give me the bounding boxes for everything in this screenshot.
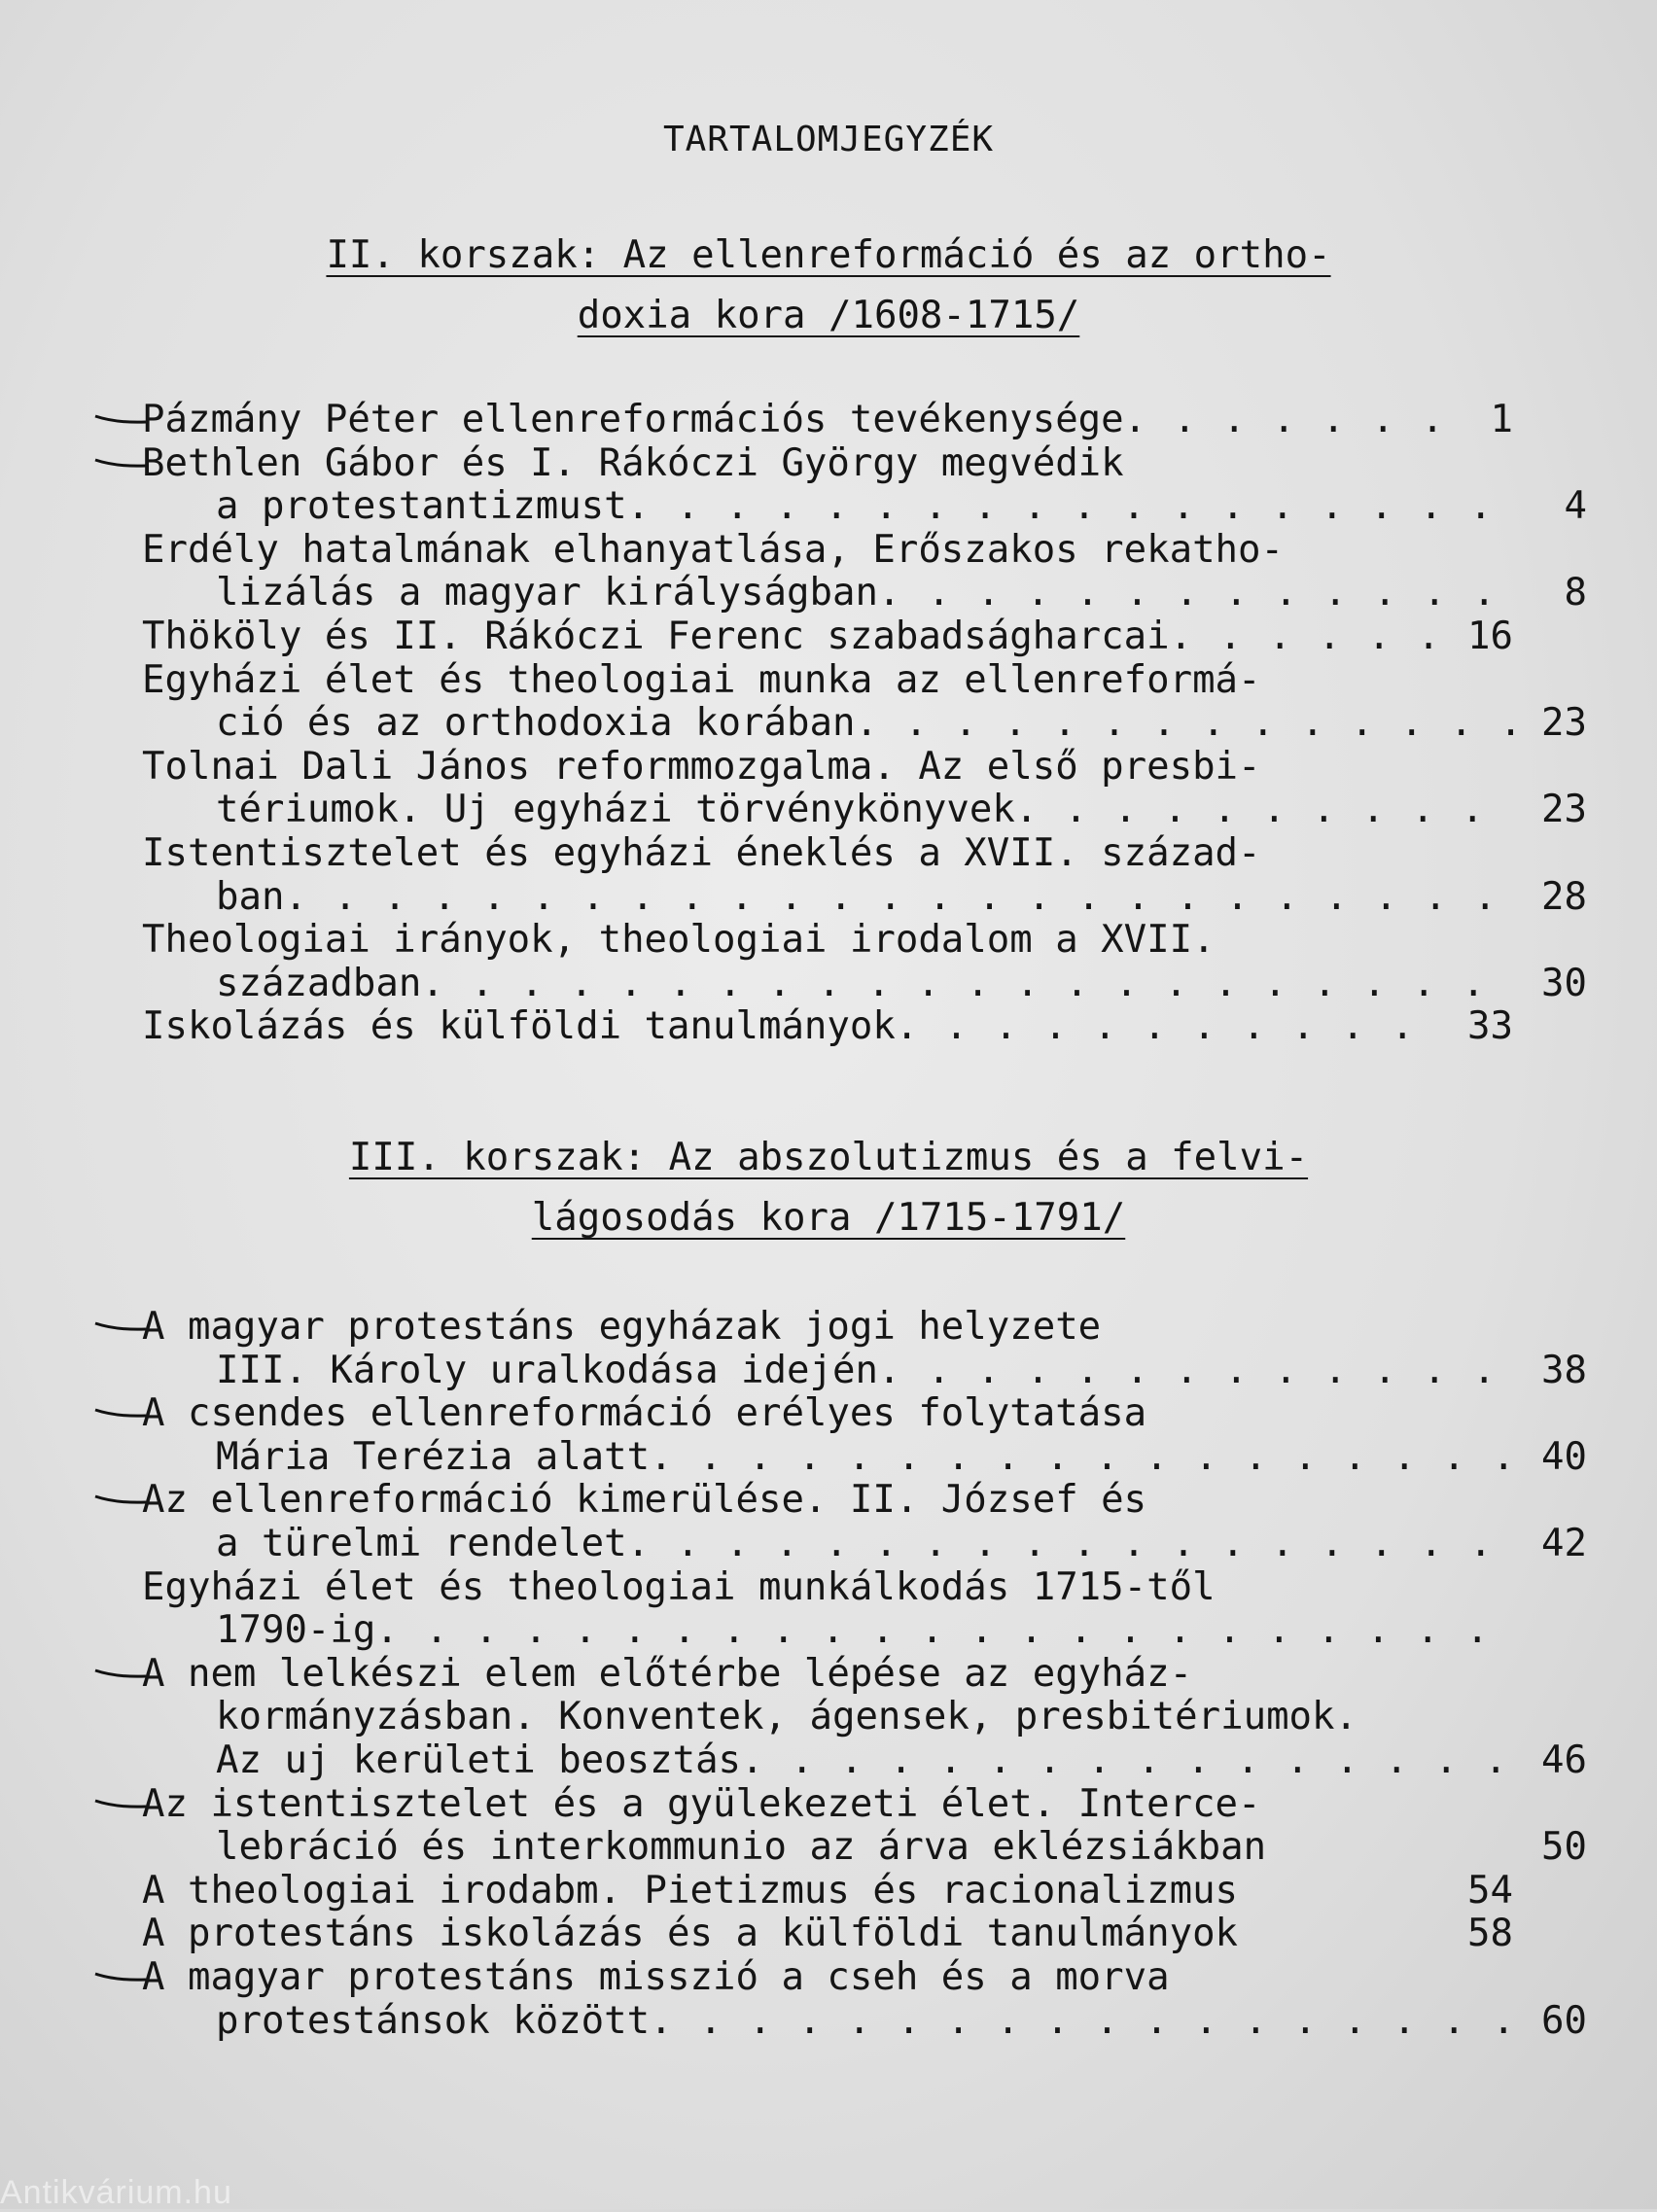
toc-entry-text: a türelmi rendelet (216, 1521, 627, 1565)
dot-leader (896, 1005, 1445, 1049)
toc-entry-text: lebráció és interkommunio az árva eklézsiákban (216, 1825, 1267, 1870)
pen-tick-mark (93, 454, 148, 474)
toc-entry-text: Iskolázás és külföldi tanulmányok (142, 1004, 896, 1049)
section-heading-line: lágosodás kora /1715-1791/ (531, 1196, 1126, 1240)
toc-entry-text: III. Károly uralkodása idején (216, 1348, 878, 1392)
toc-page-number: 58 (1467, 1912, 1513, 1956)
toc-page-number: 54 (1467, 1868, 1513, 1913)
toc-page-number: 42 (1541, 1521, 1587, 1565)
toc-entry (142, 1566, 1513, 1653)
toc-page-number: 33 (1467, 1004, 1513, 1049)
toc-entry (142, 1305, 1587, 1392)
toc-page-number: 1 (1490, 398, 1513, 441)
section-heading-line: III. korszak: Az abszolutizmus és a felvi- (348, 1136, 1309, 1179)
dot-leader (421, 963, 1519, 1006)
toc-entry-line: Tolnai Dali János reformmozgalma. Az első presbi- (142, 744, 1261, 789)
toc-page-number: 8 (1564, 571, 1587, 615)
toc-entry-line (142, 572, 1587, 615)
pen-tick-mark (93, 410, 148, 430)
toc-entry-line: A magyar protestáns misszió a cseh és a morva (142, 1954, 1170, 1999)
toc-page-number: 38 (1541, 1348, 1587, 1392)
toc-page-number: 4 (1564, 484, 1587, 529)
toc-entry-text: században (216, 961, 422, 1005)
toc-entry (142, 1478, 1587, 1565)
toc-entry-line (142, 1870, 1513, 1914)
pen-tick-mark (93, 1317, 148, 1337)
toc-entry-line (142, 1913, 1513, 1956)
toc-entry-text: A protestáns iskolázás és a külföldi tanulmányok (142, 1912, 1239, 1956)
section-heading-ii (0, 226, 1657, 346)
toc-entry-line: Egyházi élet és theologiai munka az ellenreformá- (142, 657, 1261, 702)
section-heading-line: doxia kora /1608-1715/ (577, 294, 1080, 337)
toc-entry-text: tériumok. Uj egyházi törvénykönyvek (216, 788, 1015, 832)
toc-entry (142, 918, 1587, 1005)
toc-entry-line (142, 1739, 1587, 1783)
toc-entry-line: Bethlen Gábor és I. Rákóczi György megvédik (142, 440, 1124, 485)
toc-entry-text: a protestantizmust (216, 484, 627, 529)
section-heading-iii (0, 1128, 1657, 1248)
toc-entry-line (142, 1436, 1587, 1480)
toc-entry (142, 657, 1587, 746)
toc-entry-line: Istentisztelet és egyházi éneklés a XVII. század- (142, 830, 1261, 875)
toc-entry (142, 1870, 1513, 1914)
toc-entry (142, 399, 1513, 442)
toc-entry-text: ban (216, 874, 285, 919)
toc-entry-line (142, 1523, 1587, 1566)
dot-leader (284, 876, 1519, 920)
toc-entry-text: lizálás a magyar királyságban (216, 571, 878, 615)
toc-entry-line (142, 1826, 1587, 1870)
toc-page-number: 23 (1541, 788, 1587, 832)
toc-list-section-iii (142, 1305, 1587, 2043)
toc-entry (142, 1954, 1587, 2043)
toc-entry-line (142, 702, 1587, 746)
toc-entry-line: A magyar protestáns egyházak jogi helyzete (142, 1305, 1102, 1349)
toc-entry-text: ció és az orthodoxia korában (216, 701, 856, 746)
section-heading-line: II. korszak: Az ellenreformáció és az ortho- (326, 233, 1331, 277)
toc-entry-line: Erdély hatalmának elhanyatlása, Erőszakos rekatho- (142, 527, 1284, 572)
toc-entry-line: kormányzásban. Konventek, ágensek, presbitériumok. (216, 1695, 1357, 1739)
toc-page-number: 50 (1541, 1825, 1587, 1870)
dot-leader (375, 1609, 1519, 1653)
toc-entry-line: Egyházi élet és theologiai munkálkodás 1715-től (142, 1564, 1216, 1609)
toc-entry-line: Az ellenreformáció kimerülése. II. József és (142, 1478, 1147, 1523)
pen-tick-mark (93, 1491, 148, 1510)
page-title: TARTALOMJEGYZÉK (662, 120, 995, 159)
dot-leader (878, 1350, 1519, 1393)
toc-entry-line (142, 2000, 1587, 2044)
toc-entry-line: A csendes ellenreformáció erélyes folytatása (142, 1391, 1147, 1436)
toc-entry-text: 1790-ig (216, 1608, 376, 1653)
toc-entry-line (142, 963, 1587, 1006)
dot-leader (878, 572, 1519, 615)
dot-leader (650, 1436, 1519, 1480)
toc-page-number: 60 (1541, 1998, 1587, 2043)
dot-leader (1170, 615, 1445, 659)
toc-entry-line: A nem lelkészi elem előtérbe lépése az egyház- (142, 1651, 1193, 1696)
dot-leader (627, 1523, 1519, 1566)
toc-page-number: 28 (1541, 874, 1587, 919)
dot-leader (1124, 399, 1445, 442)
toc-entry-line (142, 1005, 1513, 1049)
toc-entry-line (142, 485, 1587, 529)
toc-entry (142, 527, 1587, 615)
dot-leader (1015, 789, 1519, 832)
dot-leader (855, 702, 1519, 746)
toc-page-number: 40 (1541, 1434, 1587, 1479)
toc-entry-line (142, 876, 1587, 920)
toc-entry (142, 1651, 1587, 1783)
toc-entry-line: Az istentisztelet és a gyülekezeti élet. Interce- (142, 1781, 1261, 1826)
toc-page-number: 16 (1467, 614, 1513, 658)
toc-entry-line (142, 1350, 1587, 1393)
toc-page-number: 23 (1541, 701, 1587, 746)
dot-leader (741, 1739, 1519, 1783)
toc-entry (142, 830, 1587, 919)
toc-entry (142, 1391, 1587, 1479)
toc-entry-line (142, 399, 1513, 442)
pen-tick-mark (93, 1665, 148, 1684)
toc-page-number: 30 (1541, 961, 1587, 1005)
watermark: Antikvárium.hu (0, 2174, 232, 2211)
toc-entry-line (142, 1609, 1587, 1653)
dot-leader (627, 485, 1519, 529)
toc-entry (142, 744, 1587, 832)
toc-page-number: 46 (1541, 1738, 1587, 1782)
pen-tick-mark (93, 1795, 148, 1814)
toc-entry (142, 1913, 1513, 1956)
toc-entry-text: protestánsok között (216, 1998, 651, 2043)
toc-entry-text: A theologiai irodabm. Pietizmus és racionalizmus (142, 1868, 1239, 1913)
toc-entry-text: Mária Terézia alatt (216, 1434, 651, 1479)
toc-entry (142, 440, 1587, 529)
toc-entry-text: Thököly és II. Rákóczi Ferenc szabadságharcai (142, 614, 1170, 658)
toc-entry-line: Theologiai irányok, theologiai irodalom a XVII. (142, 918, 1216, 963)
toc-list-section-ii (142, 398, 1587, 1049)
dot-leader (650, 2000, 1519, 2044)
toc-entry (142, 615, 1513, 659)
toc-entry-line (142, 789, 1587, 832)
toc-entry (142, 1005, 1513, 1049)
toc-entry-text: Az uj kerületi beosztás (216, 1738, 742, 1782)
toc-entry-text: Pázmány Péter ellenreformációs tevékenysége (142, 398, 1124, 441)
toc-entry-line (142, 615, 1513, 659)
pen-tick-mark (93, 1968, 148, 1987)
pen-tick-mark (93, 1404, 148, 1423)
toc-entry (142, 1781, 1587, 1870)
